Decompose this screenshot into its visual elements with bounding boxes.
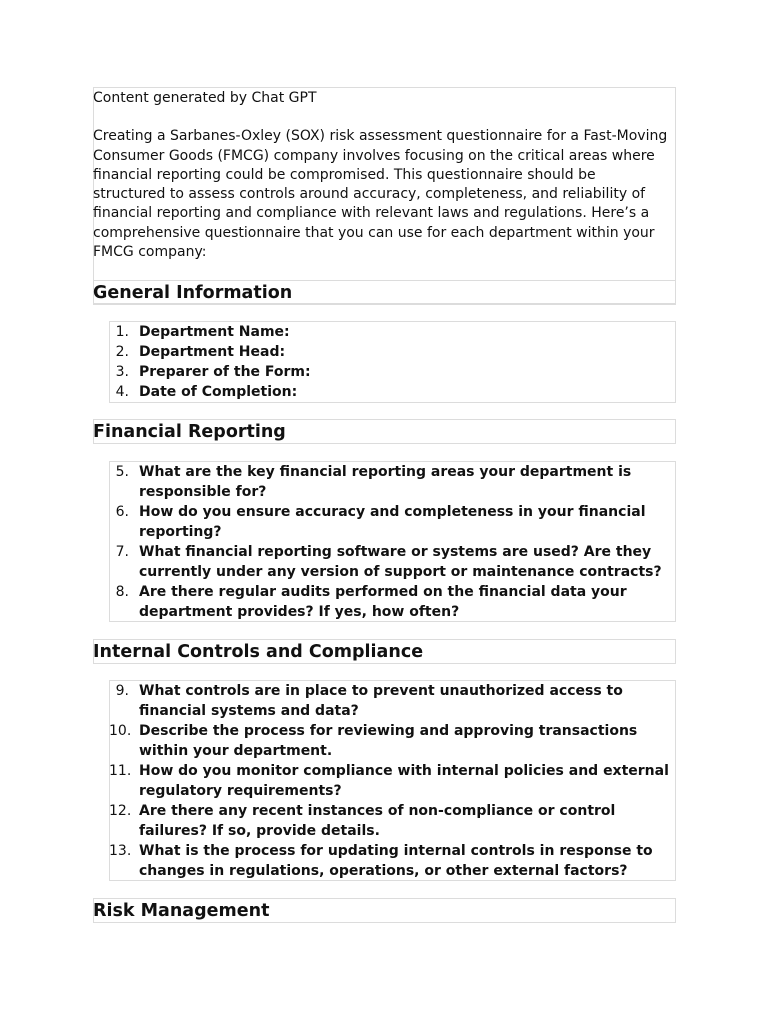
item-text: Describe the process for reviewing and approving transactions within your department. bbox=[139, 723, 638, 759]
list-item bbox=[109, 841, 676, 881]
intro-block bbox=[93, 89, 668, 262]
list-item bbox=[109, 761, 676, 801]
internal-controls-list bbox=[109, 681, 676, 881]
item-text: What are the key financial reporting areas your department is responsible for? bbox=[139, 464, 632, 500]
list-item bbox=[109, 462, 676, 502]
list-item bbox=[109, 342, 676, 362]
list-item bbox=[109, 502, 676, 542]
item-number: 6. bbox=[115, 504, 129, 520]
item-number: 13. bbox=[109, 843, 132, 859]
list-item bbox=[109, 801, 676, 841]
item-number: 10. bbox=[109, 723, 132, 739]
list-item bbox=[109, 362, 676, 382]
item-number: 4. bbox=[115, 384, 129, 400]
item-number: 7. bbox=[115, 544, 129, 560]
item-number: 9. bbox=[115, 683, 129, 699]
item-number: 11. bbox=[109, 763, 132, 779]
financial-reporting-list bbox=[109, 462, 676, 622]
item-text: What is the process for updating internal controls in response to changes in regulations, operations, or other external factors? bbox=[139, 843, 653, 879]
paragraph-spacer bbox=[93, 108, 668, 127]
item-number: 12. bbox=[109, 803, 132, 819]
item-text: Are there any recent instances of non-compliance or control failures? If so, provide details. bbox=[139, 803, 616, 839]
item-number: 3. bbox=[115, 364, 129, 380]
intro-paragraph: Creating a Sarbanes-Oxley (SOX) risk assessment questionnaire for a Fast-Moving Consumer Goods (FMCG) company involves focusing on the critical areas where financial reporting could be compromised. This questionnaire should be structured to assess controls around accuracy, completeness, and reliability of financial reporting and compliance with relevant laws and regulations. Here’s a comprehensive questionnaire that you can use for each department within your FMCG company: bbox=[93, 128, 668, 261]
item-text: How do you ensure accuracy and completeness in your financial reporting? bbox=[139, 504, 646, 540]
list-item bbox=[109, 542, 676, 582]
item-text: Department Name: bbox=[139, 324, 290, 340]
list-item bbox=[109, 382, 676, 402]
list-item bbox=[109, 322, 676, 342]
section-heading-internal-controls: Internal Controls and Compliance bbox=[93, 642, 424, 662]
general-information-list bbox=[109, 322, 676, 402]
item-text: What financial reporting software or systems are used? Are they currently under any version of support or maintenance contracts? bbox=[139, 544, 662, 580]
item-number: 1. bbox=[115, 324, 129, 340]
content-credit: Content generated by Chat GPT bbox=[93, 90, 317, 106]
item-text: What controls are in place to prevent unauthorized access to financial systems and data? bbox=[139, 683, 623, 719]
item-text: Date of Completion: bbox=[139, 384, 298, 400]
item-text: Preparer of the Form: bbox=[139, 364, 311, 380]
item-text: How do you monitor compliance with internal policies and external regulatory requirements? bbox=[139, 763, 669, 799]
item-text: Department Head: bbox=[139, 344, 286, 360]
section-heading-financial-reporting: Financial Reporting bbox=[93, 422, 286, 442]
list-item bbox=[109, 721, 676, 761]
list-item bbox=[109, 582, 676, 622]
section-heading-general-information: General Information bbox=[93, 283, 293, 303]
item-number: 2. bbox=[115, 344, 129, 360]
item-text: Are there regular audits performed on the financial data your department provides? If yes, how often? bbox=[139, 584, 627, 620]
list-item bbox=[109, 681, 676, 721]
item-number: 5. bbox=[115, 464, 129, 480]
item-number: 8. bbox=[115, 584, 129, 600]
section-heading-risk-management: Risk Management bbox=[93, 901, 270, 921]
